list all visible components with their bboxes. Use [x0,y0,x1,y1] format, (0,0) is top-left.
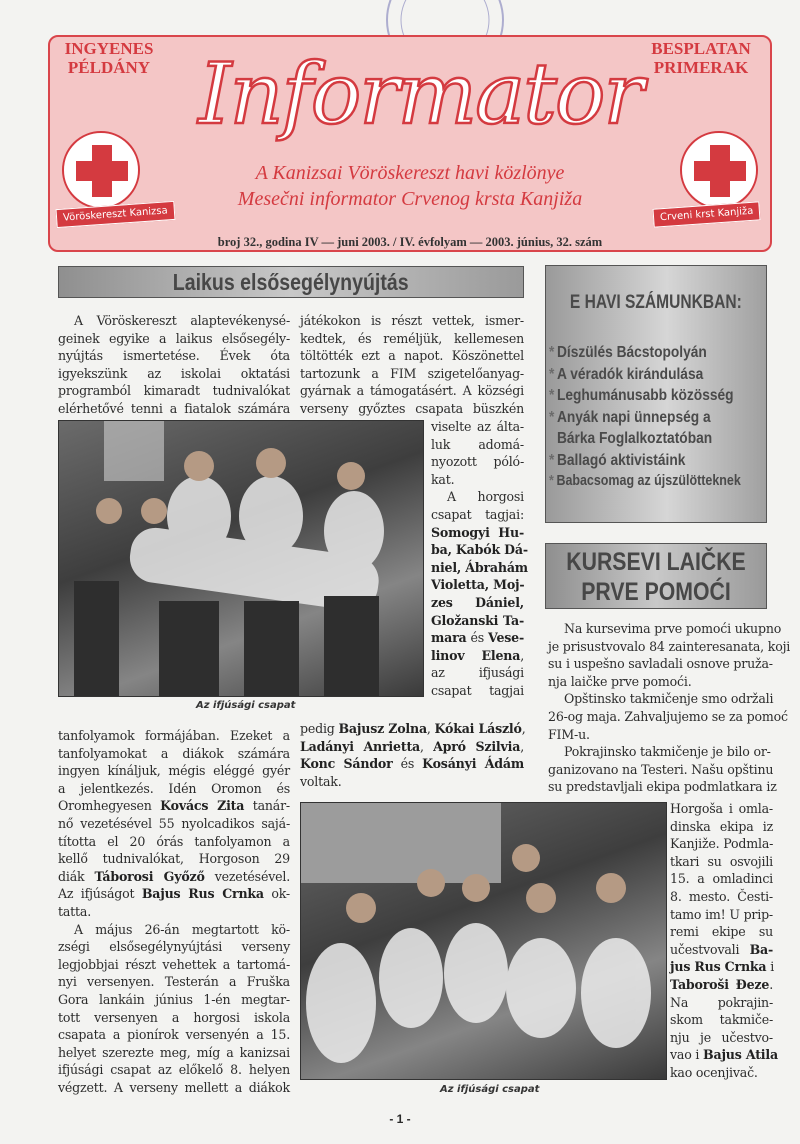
contents-item: * Babacsomag az újszülötteknek [549,473,741,489]
contents-item: * A véradók kirándulása [549,365,704,383]
text-line: mara és Vese- [431,630,524,646]
text-line: tamo im! U prip- [670,906,773,922]
text-line: a jelentkezés. Idén Oromon és [58,780,290,796]
svg-text:Informator: Informator [198,45,642,143]
contents-item: * Leghumánusabb közösség [549,387,734,404]
text-line: töltötték ezt a napot. Köszönettel [300,348,524,364]
contents-item: * Díszülés Bácstopolyán [549,344,707,361]
free-copy-hu [54,39,164,77]
name-bold: ba, Kabók Dá- [431,542,528,558]
text-line: helyet szerezte meg, míg a kanizsai [58,1044,290,1060]
column-left-top [58,312,290,418]
name-bold: Somogyi Hu- [431,524,524,540]
text-line: csapat tagjai: [431,506,524,522]
headline-sr [545,543,767,609]
text-line [431,541,528,559]
text-line: tította el 20 órás tanfolyamon a [58,833,290,849]
text-line: geinek egyike a laikus elsősegély- [58,330,290,346]
name-bold: jus Rus Crnka [670,959,767,975]
text-line: Opštinsko takmičenje smo održali [564,691,774,707]
text-line: Taboroši Đeze. [670,976,773,992]
text-line: kellő tudnivalókat, Horgoson 29 [58,851,290,867]
bullet-asterisk-icon: * [549,451,555,469]
name-bold: Kovács Zita [160,798,245,814]
headline-sr-line: PRVE POMOĆI [581,578,731,606]
text-line [431,559,528,577]
text-line: Na kursevima prve pomoći ukupno [564,621,782,636]
text-line: igyekszünk az iskolai oktatási [58,365,290,381]
text-line: kao ocenjivač. [670,1064,758,1080]
text-line: tott versenyen a horgosi iskola [58,1009,290,1025]
text-line: Gora lankáin június 1-én megtar- [58,991,290,1007]
text-line: učestvovali Ba- [670,941,773,957]
text-line: Pokrajinsko takmičenje je bilo or- [564,744,771,760]
text-line: Horgoša i omla- [670,801,773,816]
subtitle-sr: Mesečni informator Crvenog krsta Kanjiža [237,188,583,210]
column-middle-top [300,312,524,418]
subtitle-hu: A Kanizsai Vöröskereszt havi közlönye [255,162,565,184]
text-line: az ifjusági [431,665,524,681]
name-bold: Bajus Atila [703,1047,778,1063]
text-line [431,612,524,630]
text-line: diák Táborosi Győző vezetésével. [58,868,290,884]
text-line: csapat tagjai [431,682,524,698]
name-bold: Bajus Rus Crnka [141,886,264,902]
contents-list [549,342,772,493]
column-narrow [431,418,528,700]
text-line: nyozott póló- [431,454,524,470]
text-line: voltak. [300,773,342,789]
headline-sr-line: KURSEVI LAIČKE [566,548,746,576]
contents-item: * Anyák napi ünnepség a [549,408,711,426]
text-line: tanfolyamok formájában. Ezeket a [58,728,290,743]
column-left-bottom [58,727,290,1096]
corner-line: INGYENES [64,39,154,58]
text-line [431,576,524,594]
text-line: tartozunk a FIM szigetelőanyag- [300,365,524,381]
text-line: A horgosi [447,489,524,505]
text-line: végzett. A verseny mellett a diákok [58,1079,290,1095]
contents-title-text: E HAVI SZÁMUNKBAN: [570,292,742,313]
text-line: Ladányi Anrietta, Apró Szilvia, [300,738,524,754]
name-bold: mara [431,630,467,646]
text-line: skom takmiče- [670,1012,773,1028]
text-line: FIM-u. [548,726,590,742]
name-bold: Kosányi Ádám [422,756,524,772]
name-bold: Táborosi Győző [94,868,205,884]
headline-hu [58,266,524,298]
issue-line: broj 32., godina IV — juni 2003. / IV. évfolyam — 2003. június, 32. szám [217,235,603,249]
name-bold: niel, Ábrahám [431,559,528,575]
text-line: su predstavljali ekipa podmlatkara iz [548,779,777,795]
masthead [48,35,772,252]
name-bold: Apró Szilvia [433,738,521,754]
name-bold: Ladányi Anrietta [300,738,421,754]
name-bold: Konc Sándor [300,756,393,772]
column-right-narrow [670,800,778,1082]
name-bold: Ba- [749,941,773,957]
contents-box [545,265,767,523]
name-bold: Vese- [488,630,524,646]
text-line: Oromhegyesen Kovács Zita tanár- [58,798,290,814]
bullet-asterisk-icon: * [549,473,554,489]
text-line: Az ifjúságot Bajus Rus Crnka ok- [58,886,290,902]
text-line: kedtek, és reméljük, kellemesen [300,330,524,346]
contents-item: * Ballagó aktivistáink [549,451,686,469]
team-photo-2 [300,802,667,1080]
text-line: gyárnak a támogatásért. A községi [300,383,524,399]
text-line: su i uspešno savladali osnove pruža- [548,656,773,672]
headline-text: Laikus elsősegélynyújtás [173,269,409,295]
text-line: tkari su osvojili [670,853,773,869]
text-line: legjobbjai részt vehettek a tartomá- [58,956,290,972]
text-line: csapata a pionírok versenyén a 15. [58,1027,290,1043]
text-line: dinska ekipa iz [670,818,773,834]
text-line: ganizovano na Testeri. Našu opštinu [548,761,774,777]
bullet-asterisk-icon: * [549,408,555,426]
text-line: nő vezetésével 55 nyolcadikos sajá- [58,815,290,831]
text-line: nyújtás ismertetése. Évek óta [58,348,290,364]
team-photo-1 [58,420,424,697]
text-line: 8. mesto. Česti- [670,888,773,904]
name-bold: Gložanski Ta- [431,612,524,628]
text-line: kat. [431,471,455,487]
text-line: Na pokrajin- [670,994,773,1010]
text-line: nja laičke prve pomoći. [548,673,692,689]
text-line: nju je učestvo- [670,1029,773,1045]
text-line: elérhetővé tenni a fiatalok számára [58,400,290,416]
text-line: vao i Bajus Atila [670,1047,778,1063]
name-bold: linov Elena [431,647,521,663]
photo-caption-1: Az ifjúsági csapat [196,700,296,711]
contents-title [546,292,766,314]
text-line: remi ekipe su [670,924,773,940]
text-line: programból kimaradt tudnivalókat [58,383,290,399]
text-line: viselte az álta- [431,419,524,434]
text-line: zségi elsősegélynyújtási verseny [58,939,290,955]
text-line: linov Elena, [431,647,524,663]
column-right [548,620,791,796]
bullet-asterisk-icon: * [549,344,555,361]
text-line: nyi versenyen. Testerán a Fruška [58,974,290,990]
text-line: A Vöröskereszt alaptevékenysé- [74,313,290,328]
name-bold: Violetta, Moj- [431,577,525,593]
text-line: pedig Bajusz Zolna, Kókai László, [300,721,526,736]
text-line [431,524,524,542]
corner-line: PRIMERAK [653,58,749,77]
logo-label-right: Crveni krst Kanjiža [652,201,761,227]
text-line: ingyen kínáljuk, mégis eléggé gyér [58,763,290,779]
masthead-title [180,35,660,155]
bullet-asterisk-icon: * [549,387,555,404]
corner-line: PÉLDÁNY [67,58,151,77]
text-line: Kanjiže. Podmla- [670,836,774,852]
contents-item: Bárka Foglalkoztatóban [556,430,713,447]
text-line: verseny győztes csapata büszkén [300,400,524,416]
name-bold: zes Dániel, [431,594,524,610]
text-line: tatta. [58,903,92,919]
bullet-asterisk-icon: * [549,365,555,383]
column-middle-bottom [300,720,524,790]
name-bold: Kókai László [434,721,522,736]
name-bold: Taboroši Đeze [670,976,770,992]
text-line: 26-og maja. Zahvaljujemo se za pomoć [548,708,788,724]
logo-label-left: Vöröskereszt Kanizsa [55,201,175,228]
text-line: ifjúsági csapat az előkelő 8. helyen [58,1062,290,1078]
text-line: jus Rus Crnka i [670,959,775,975]
corner-line: BESPLATAN [651,39,751,58]
text-line: A május 26-án megtartott kö- [74,921,290,937]
name-bold: Bajusz Zolna [338,721,427,736]
text-line: luk adomá- [431,436,524,452]
text-line: játékokon is részt vettek, ismer- [300,313,524,328]
text-line: tanfolyamokat a diákok számára [58,745,290,761]
text-line: je prisustvovalo 84 zainteresanata, koji [548,638,791,654]
text-line: Konc Sándor és Kosányi Ádám [300,756,524,772]
text-line [431,594,524,612]
photo-caption-2: Az ifjúsági csapat [440,1084,540,1095]
text-line: 15. a omladinci [670,871,773,887]
page-number: - 1 - [389,1112,411,1126]
